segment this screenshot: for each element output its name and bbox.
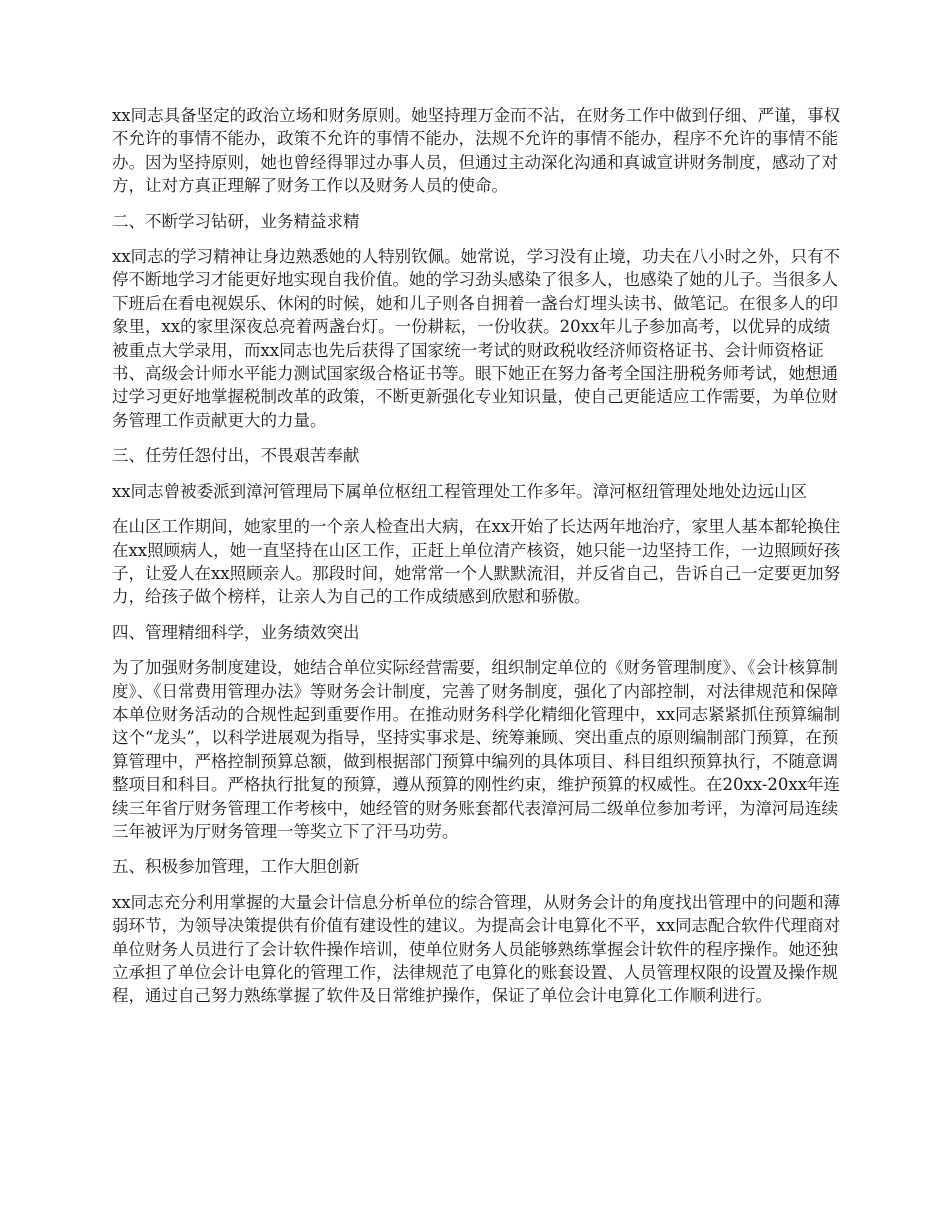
- paragraph-assignment: xx同志曾被委派到漳河管理局下属单位枢纽工程管理处工作多年。漳河枢纽管理处地处边远山区: [112, 481, 808, 501]
- paragraph-political-stance: xx同志具备坚定的政治立场和财务原则。她坚持理万金而不沾，在财务工作中做到仔细、严谨，事权不允许的事情不能办，政策不允许的事情不能办，法规不允许的事情不能办，程序不允许的事情不能办。因为坚持原则，她也曾经得罪过办事人员，但通过主动深化沟通和真诚宣讲财务制度，感动了对方，让对方真正理解了财务工作以及财务人员的使命。: [112, 106, 841, 196]
- document-body: [112, 104, 842, 1020]
- section-heading-4: 四、管理精细科学，业务绩效突出: [112, 622, 360, 642]
- section-heading-5: 五、积极参加管理，工作大胆创新: [112, 857, 360, 877]
- section-heading-3: 三、任劳任怨付出，不畏艰苦奉献: [112, 446, 360, 466]
- paragraph-innovation: xx同志充分利用掌握的大量会计信息分析单位的综合管理，从财务会计的角度找出管理中的问题和薄弱环节，为领导决策提供有价值有建设性的建议。为提高会计电算化不平，xx同志配合软件代理商对单位财务人员进行了会计软件操作培训，使单位财务人员能够熟练掌握会计软件的程序操作。她还独立承担了单位会计电算化的管理工作，法律规范了电算化的账套设置、人员管理权限的设置及操作规程，通过自己努力熟练掌握了软件及日常维护操作，保证了单位会计电算化工作顺利进行。: [112, 892, 841, 1006]
- section-heading-2: 二、不断学习钻研，业务精益求精: [112, 211, 360, 231]
- paragraph-management: 为了加强财务制度建设，她结合单位实际经营需要，组织制定单位的《财务管理制度》、《会计核算制度》、《日常费用管理办法》等财务会计制度，完善了财务制度，强化了内部控制，对法律规范和保障本单位财务活动的合规性起到重要作用。在推动财务科学化精细化管理中，xx同志紧紧抓住预算编制这个“龙头”，以科学进展观为指导，坚持实事求是、统筹兼顾、突出重点的原则编制部门预算，在预算管理中，严格控制预算总额，做到根据部门预算中编列的具体项目、科目组织预算执行，不随意调整项目和科目。严格执行批复的预算，遵从预算的刚性约束，维护预算的权威性。在20xx-20xx年连续三年省厅财务管理工作考核中，她经管的财务账套都代表漳河局二级单位参加考评，为漳河局连续三年被评为厅财务管理一等奖立下了汗马功劳。: [112, 658, 841, 841]
- paragraph-learning: xx同志的学习精神让身边熟悉她的人特别钦佩。她常说，学习没有止境，功夫在八小时之外，只有不停不断地学习才能更好地实现自我价值。她的学习劲头感染了很多人，也感染了她的儿子。当很多人下班后在看电视娱乐、休闲的时候，她和儿子则各自拥着一盏台灯埋头读书、做笔记。在很多人的印象里，xx的家里深夜总亮着两盏台灯。一份耕耘，一份收获。20xx年儿子参加高考，以优异的成绩被重点大学录用，而xx同志也先后获得了国家统一考试的财政税收经济师资格证书、会计师资格证书、高级会计师水平能力测试国家级合格证书等。眼下她正在努力备考全国注册税务师考试，她想通过学习更好地掌握税制改革的政策，不断更新强化专业知识量，使自己更能适应工作需要，为单位财务管理工作贡献更大的力量。: [112, 247, 841, 430]
- paragraph-mountain-work: 在山区工作期间，她家里的一个亲人检查出大病，在xx开始了长达两年地治疗，家里人基本都轮换住在xx照顾病人，她一直坚持在山区工作，正赶上单位清产核资，她只能一边坚持工作，一边照顾好孩子，让爱人在xx照顾亲人。那段时间，她常常一个人默默流泪，并反省自己，告诉自己一定要更加努力，给孩子做个榜样，让亲人为自己的工作成绩感到欣慰和骄傲。: [112, 517, 841, 607]
